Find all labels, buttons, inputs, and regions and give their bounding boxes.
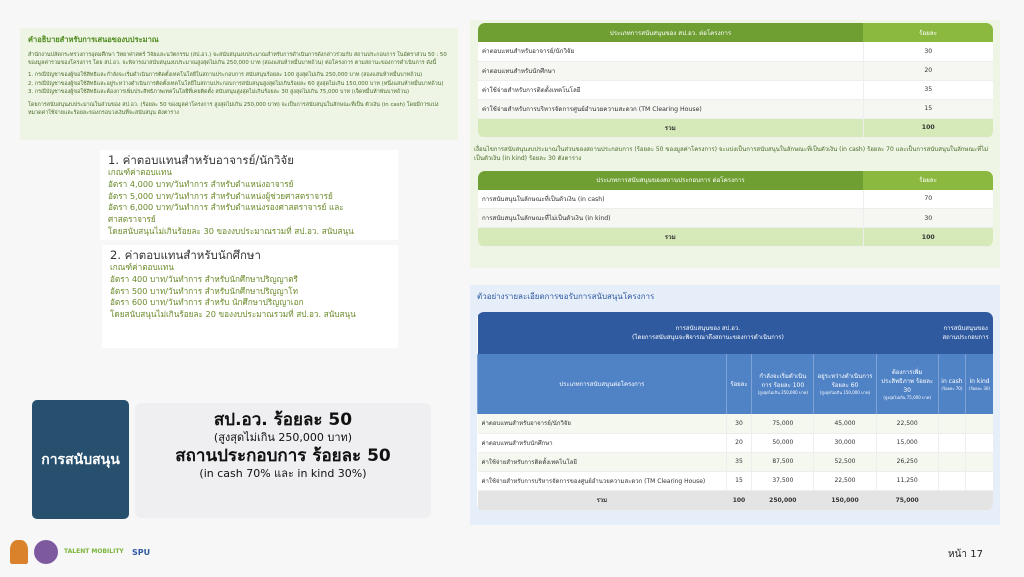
description-item: 3. กรณีบัญชาของผู้ขอใช้สิทธิและต้องการเพิ่มประสิทธิภาพเทคโนโลยีที่เคยติดตั้ง สนับสนุนสูงสุดไม่เกินร้อยละ 30 สูงสุดไม่เกิน 75,000 บาท (เจ็ดหมื่นห้าพันบาทถ้วน) [28, 89, 410, 96]
cell-value: 15 [726, 471, 752, 490]
cell-value: 22,500 [814, 471, 876, 490]
header-text: in kind [969, 377, 990, 385]
row-label: ค่าใช้จ่ายสำหรับการติดตั้งเทคโนโลยี [478, 452, 727, 471]
cell-value: 35 [726, 452, 752, 471]
table-row [478, 190, 993, 209]
cell-value: 26,250 [876, 452, 938, 471]
table-row [478, 99, 993, 118]
column-header [752, 354, 814, 414]
header-note: (สูงสุดไม่เกิน 150,000 บาท) [819, 390, 871, 395]
total-row [478, 228, 993, 247]
description-title: คำอธิบายสำหรับการเสนอของบประมาณ [28, 35, 159, 44]
total-label: รวม [478, 490, 727, 510]
row-label: การสนับสนุนในลักษณะที่ไม่เป็นตัวเงิน (in kind) [478, 209, 863, 228]
cell-value: 75,000 [752, 414, 814, 433]
support-label: การสนับสนุน [32, 400, 129, 519]
total-value: 250,000 [752, 490, 814, 510]
row-label: ค่าตอบแทนสำหรับนักศึกษา [478, 433, 727, 452]
row-percent: 20 [863, 61, 993, 80]
row-label: การสนับสนุนในลักษณะที่เป็นตัวเงิน (in cash) [478, 190, 863, 209]
student-title: 2. ค่าตอบแทนสำหรับนักศึกษา [110, 248, 261, 262]
header-note: (สูงสุดไม่เกิน 250,000 บาท) [757, 390, 808, 395]
row-label: ค่าใช้จ่ายสำหรับการบริหารจัดการศูนย์อำนวยความสะดวก (TM Clearing House) [478, 99, 863, 118]
total-value: 100 [863, 228, 993, 247]
line: โดยสนับสนุนไม่เกินร้อยละ 30 ของงบประมาณรวมที่ สป.อว. สนับสนุน [108, 225, 354, 236]
cell-value: 15,000 [876, 433, 938, 452]
total-row [478, 118, 993, 137]
cell-value: 30 [726, 414, 752, 433]
cell-value: 87,500 [752, 452, 814, 471]
line: โดยสนับสนุนไม่เกินร้อยละ 20 ของงบประมาณรวมที่ สป.อว. สนับสนุน [110, 308, 356, 319]
column-header: ร้อยละ [863, 171, 993, 190]
support-line: สถานประกอบการ ร้อยละ 50 [175, 446, 391, 467]
header-ministry [478, 312, 939, 354]
column-header [814, 354, 876, 414]
cell-value: 52,500 [814, 452, 876, 471]
total-value: 75,000 [876, 490, 938, 510]
header-text: ประเภทการสนับสนุนต่อโครงการ [559, 380, 645, 388]
table-row [478, 80, 993, 99]
cell-value: 45,000 [814, 414, 876, 433]
header-company: การสนับสนุนของสถานประกอบการ [938, 312, 993, 354]
header-text: กำลังจะเริ่มดำเนินการ ร้อยละ 100 [759, 373, 807, 389]
column-header [876, 354, 938, 414]
total-row [478, 490, 994, 510]
description-item: 1. กรณีบัญชาของผู้ขอใช้สิทธิและกำลังจะเริ่มดำเนินการติดตั้งเทคโนโลยีในสถานประกอบการ สนับสนุนร้อยละ 100 สูงสุดไม่เกิน 250,000 บาท (สองแสนห้าหมื่นบาทถ้วน) [28, 72, 423, 79]
header-text: การสนับสนุนของ สป.อว. [675, 325, 741, 332]
company-support-note: เงื่อนไขการสนับสนุนงบประมาณในส่วนของสถานประกอบการ (ร้อยละ 50 ของมูลค่าโครงการ) จะแบ่งเป็นการสนับสนุนในลักษณะที่เป็นตัวเงิน (in cash) ร้อยละ 70 และเป็นการสนับสนุนในลักษณะที่ไม่เป็นตัวเงิน (in kind) ร้อยละ 30 ดังตาราง [474, 145, 989, 163]
column-header [478, 354, 727, 414]
example-table [477, 312, 993, 511]
cell-value: 37,500 [752, 471, 814, 490]
cell-value [966, 433, 993, 452]
total-value: 100 [726, 490, 752, 510]
spu-logo: SPU [132, 547, 151, 557]
support-summary [135, 403, 431, 518]
line: อัตรา 6,000 บาท/วันทำการ สำหรับตำแหน่งรองศาสตราจารย์ และศาสตราจารย์ [108, 202, 344, 224]
table-row [478, 61, 993, 80]
line: อัตรา 400 บาท/วันทำการ สำหรับนักศึกษาปริญญาตรี [110, 274, 298, 285]
cell-value: 20 [726, 433, 752, 452]
description-outro: โดยการสนับสนุนงบประมาณในส่วนของ สป.อว. (ร้อยละ 50 ของมูลค่าโครงการ สูงสุดไม่เกิน 250,000 บาท) จะเป็นการสนับสนุนในลักษณะที่เป็น ตัวเงิน (in cash) โดยมีการแบ่งหมวดค่าใช้จ่ายและร้อยละของกรอบวงเงินที่จะสนับสนุน ดังตาราง [28, 101, 439, 116]
page-number: หน้า 17 [948, 549, 983, 560]
row-label: ค่าใช้จ่ายสำหรับการบริหารจัดการของศูนย์อำนวยความสะดวก (TM Clearing House) [478, 471, 727, 490]
header-text: (โดยการสนับสนุนจะพิจารณาถึงสถานะของการดำเนินการ) [631, 334, 784, 341]
total-value: 150,000 [814, 490, 876, 510]
total-value: 100 [863, 118, 993, 137]
header-text: ต้องการเพิ่มประสิทธิภาพ ร้อยละ 30 [881, 368, 934, 394]
cell-value [966, 414, 993, 433]
table-row [478, 471, 994, 490]
researcher-compensation [100, 150, 398, 240]
talent-mobility-logo: TALENT MOBILITY [64, 547, 124, 555]
table-row [478, 452, 994, 471]
line: อัตรา 600 บาท/วันทำการ สำหรับ นักศึกษาปริญญาเอก [110, 297, 304, 308]
cell-value: 11,250 [876, 471, 938, 490]
row-label: ค่าใช้จ่ายสำหรับการติดตั้งเทคโนโลยี [478, 80, 863, 99]
cell-value [966, 452, 993, 471]
ministry-logo [34, 540, 58, 564]
support-line: (สูงสุดไม่เกิน 250,000 บาท) [213, 431, 353, 445]
description-intro: สำนักงานปลัดกระทรวงการอุดมศึกษา วิทยาศาสตร์ วิจัยและนวัตกรรม (สป.อว.) จะสนับสนุนงบประมาณสำหรับการดำเนินการดังกล่าวร่วมกับ สถานประกอบการ ในอัตราส่วน 50 : 50 ของมูลค่ารวมของโครงการ โดย สป.อว. จะพิจารณาสนับสนุนงบประมาณสูงสุดไม่เกิน 250,000 บาท (สองแสนห้าหมื่นบาทถ้วน) ต่อโครงการ ตามสถานะของการดำเนินการ ดังนี้ [28, 51, 447, 66]
student-compensation [102, 245, 398, 348]
cell-value [938, 471, 965, 490]
total-value [938, 490, 965, 510]
total-value [966, 490, 993, 510]
line: อัตรา 4,000 บาท/วันทำการ สำหรับตำแหน่งอาจารย์ [108, 179, 294, 190]
cell-value: 22,500 [876, 414, 938, 433]
header-text: in cash [941, 377, 963, 385]
line: อัตรา 500 บาท/วันทำการ สำหรับนักศึกษาปริญญาโท [110, 285, 298, 296]
column-header [726, 354, 752, 414]
budget-description [20, 28, 458, 140]
row-percent: 30 [863, 42, 993, 61]
cell-value: 50,000 [752, 433, 814, 452]
table-ministry-support [478, 23, 993, 138]
column-header [938, 354, 965, 414]
line: เกณฑ์ค่าตอบแทน [108, 167, 172, 178]
row-label: ค่าตอบแทนสำหรับอาจารย์/นักวิจัย [478, 42, 863, 61]
cell-value [966, 471, 993, 490]
header-note: (สูงสุดไม่เกิน 75,000 บาท) [883, 394, 931, 400]
column-header: ประเภทการสนับสนุนของ สป.อว. ต่อโครงการ [478, 23, 863, 42]
table-row [478, 42, 993, 61]
cell-value [938, 433, 965, 452]
support-line: สป.อว. ร้อยละ 50 [213, 410, 353, 430]
logo-bar [10, 540, 150, 564]
description-item: 2. กรณีบัญชาของผู้ขอใช้สิทธิและอยู่ระหว่างดำเนินการติดตั้งเทคโนโลยีในสถานประกอบการสนับสนุนสูงสุดไม่เกินร้อยละ 60 สูงสุดไม่เกิน 150,000 บาท (หนึ่งแสนห้าหมื่นบาทถ้วน) [28, 80, 444, 87]
header-text: ร้อยละ [730, 380, 748, 388]
table-row [478, 209, 993, 228]
row-percent: 70 [863, 190, 993, 209]
row-label: ค่าตอบแทนสำหรับอาจารย์/นักวิจัย [478, 414, 727, 433]
line: เกณฑ์ค่าตอบแทน [110, 262, 174, 273]
total-label: รวม [478, 118, 863, 137]
table-row [478, 433, 994, 452]
total-label: รวม [478, 228, 863, 247]
cell-value [938, 452, 965, 471]
table-row [478, 414, 994, 433]
column-header: ประเภทการสนับสนุนของสถานประกอบการ ต่อโครงการ [478, 171, 863, 190]
table-company-support [478, 171, 993, 248]
example-panel [470, 285, 1000, 525]
university-logo [10, 540, 28, 564]
row-percent: 30 [863, 209, 993, 228]
support-line: (in cash 70% และ in kind 30%) [199, 467, 367, 481]
column-header [966, 354, 993, 414]
row-percent: 35 [863, 80, 993, 99]
column-header: ร้อยละ [863, 23, 993, 42]
header-note: (ร้อยละ 70) [941, 385, 963, 391]
header-text: อยู่ระหว่างดำเนินการ ร้อยละ 60 [817, 373, 873, 389]
support-tables-panel [470, 20, 1000, 268]
cell-value: 30,000 [814, 433, 876, 452]
example-title: ตัวอย่างรายละเอียดการขอรับการสนับสนุนโครงการ [477, 292, 655, 301]
cell-value [938, 414, 965, 433]
header-note: (ร้อยละ 30) [969, 385, 991, 391]
researcher-title: 1. ค่าตอบแทนสำหรับอาจารย์/นักวิจัย [108, 153, 294, 167]
row-percent: 15 [863, 99, 993, 118]
line: อัตรา 5,000 บาท/วันทำการ สำหรับตำแหน่งผู้ช่วยศาสตราจารย์ [108, 190, 333, 201]
row-label: ค่าตอบแทนสำหรับนักศึกษา [478, 61, 863, 80]
